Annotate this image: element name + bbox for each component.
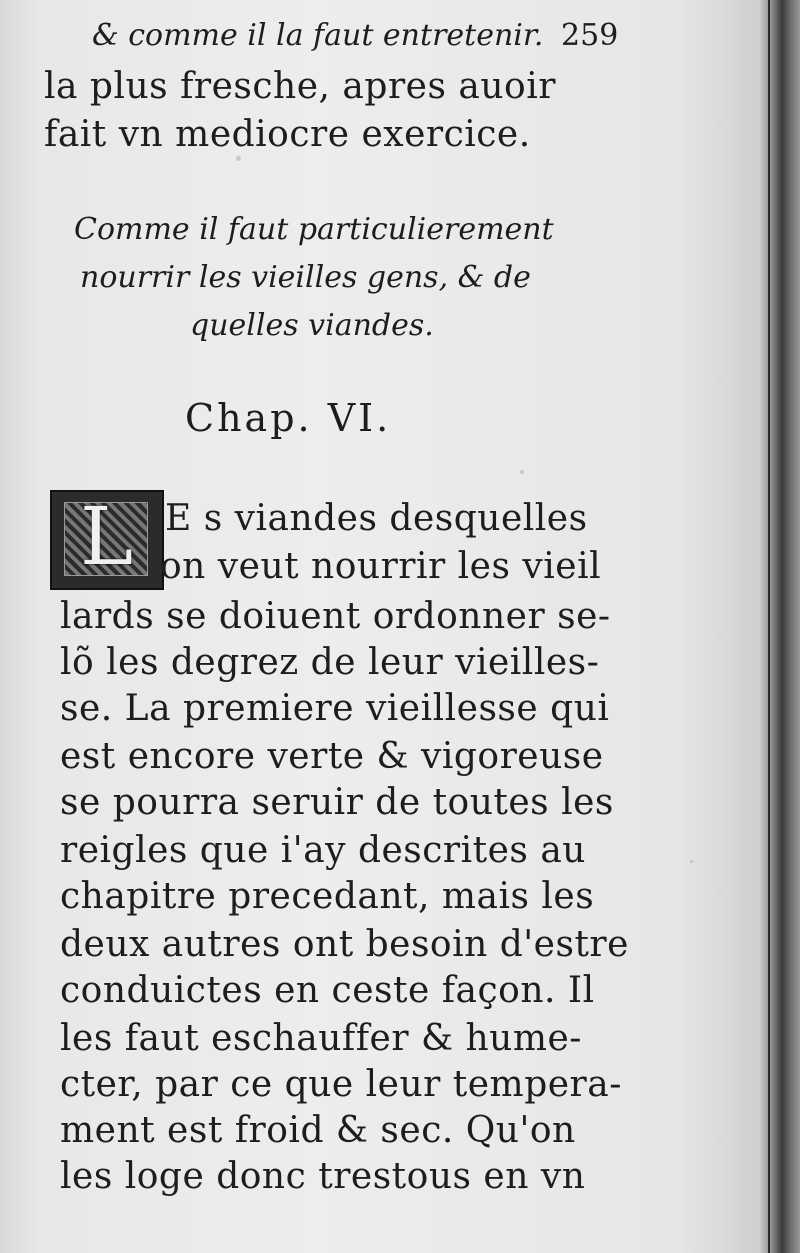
drop-cap-letter: L [80,490,134,583]
running-title: & comme il la faut entretenir. [92,18,544,53]
paragraph-line: se. La premiere vieillesse qui [60,688,610,729]
gutter-line [768,0,770,1253]
paragraph-line: cter, par ce que leur tempera- [60,1064,622,1105]
ink-speck [520,470,524,474]
page-number: 259 [561,18,619,53]
paragraph-line: on veut nourrir les vieil [160,546,602,587]
paragraph-line: les loge donc trestous en vn [60,1156,586,1197]
bleed-through-texture [20,160,720,208]
ink-speck [690,860,693,863]
section-title-line: nourrir les vieilles gens, & de [80,260,531,295]
running-header [92,18,618,53]
paragraph-line: chapitre precedant, mais les [60,876,595,917]
paragraph-line: est encore verte & vigoreuse [60,736,604,777]
paragraph-line: se pourra seruir de toutes les [60,782,614,823]
paragraph-line: les faut eschauffer & hume- [60,1018,582,1059]
page-gutter [760,0,800,1253]
ink-speck [236,156,241,161]
chapter-heading: Chap. VI. [185,396,392,440]
section-title-line: Comme il faut particulierement [74,212,554,247]
paragraph-line: ment est froid & sec. Qu'on [60,1110,576,1151]
paragraph-line: deux autres ont besoin d'estre [60,924,629,965]
body-line: la plus fresche, apres auoir [44,66,556,107]
paragraph-line: lõ les degrez de leur vieilles- [60,642,600,683]
paragraph-line: reigles que i'ay descrites au [60,830,586,871]
section-title-line: quelles viandes. [190,308,434,343]
drop-cap-ornament [50,490,164,590]
paragraph-line: conduictes en ceste façon. Il [60,970,595,1011]
paragraph-line: E s viandes desquelles [165,498,588,539]
body-line: fait vn mediocre exercice. [44,114,531,155]
paragraph-line: lards se doiuent ordonner se- [60,596,611,637]
